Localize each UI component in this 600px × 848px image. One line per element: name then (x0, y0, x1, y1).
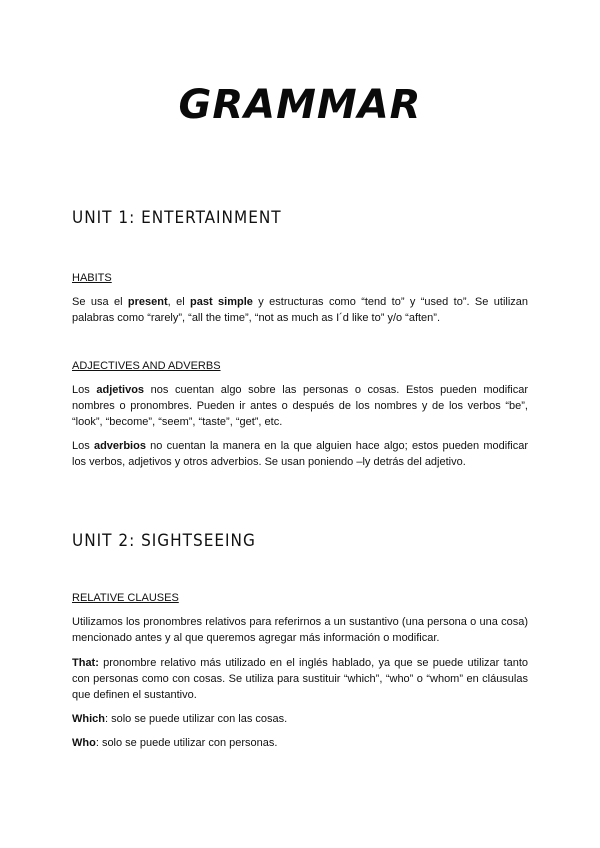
bold-term: past simple (190, 296, 253, 308)
unit-1-heading: UNIT 1: ENTERTAINMENT (72, 208, 282, 228)
text-run: Los (72, 384, 97, 396)
adjectives-adverbs-heading: ADJECTIVES AND ADVERBS (72, 360, 221, 372)
that-paragraph (72, 655, 528, 703)
bold-term: Who (72, 737, 96, 749)
relative-clauses-paragraph: Utilizamos los pronombres relativos para referirnos a un sustantivo (una persona o una cosa) mencionado antes y al que queremos agregar más información o modificar. (72, 616, 528, 644)
text-run: pronombre relativo más utilizado en el inglés hablado, ya que se puede utilizar tanto con personas como con cosas. Se utiliza para sustituir “which”, “who” o “whom” en cláusulas que definen el sustantivo. (72, 657, 528, 701)
who-paragraph (72, 735, 528, 751)
bold-term: That: (72, 657, 99, 669)
adjectives-paragraph (72, 382, 528, 430)
bold-term: present (127, 296, 168, 308)
text-run: Los (72, 440, 94, 452)
bold-term: adjetivos (96, 384, 145, 396)
which-paragraph (72, 711, 528, 727)
text-run: nos cuentan algo sobre las personas o cosas. Estos pueden modificar nombres o pronombres. Pueden ir antes o después de los nombres y de los verbos “be”, “look”, “become”, “seem”, “taste”, “get”, etc. (72, 384, 529, 428)
text-run: , el (167, 296, 191, 308)
text-run: : solo se puede utilizar con las cosas. (105, 713, 288, 725)
bold-term: adverbios (93, 440, 146, 452)
text-run: y estructuras como “tend to” y “used to”. Se utilizan palabras como “rarely”, “all the time”, “not as much as I´d like to” y/o “aften”. (72, 296, 529, 324)
text-run: Se usa el (72, 296, 128, 308)
bold-term: Which (72, 713, 105, 725)
text-run: no cuentan la manera en la que alguien hace algo; estos pueden modificar los verbos, adjetivos y otros adverbios. Se usan poniendo –ly detrás del adjetivo. (72, 440, 529, 468)
habits-paragraph (72, 294, 528, 326)
relative-clauses-heading: RELATIVE CLAUSES (72, 592, 179, 604)
page-title: GRAMMAR (178, 82, 422, 128)
adverbs-paragraph (72, 438, 528, 470)
unit-2-heading: UNIT 2: SIGHTSEEING (72, 531, 256, 551)
habits-heading: HABITS (72, 272, 112, 284)
text-run: : solo se puede utilizar con personas. (95, 737, 278, 749)
